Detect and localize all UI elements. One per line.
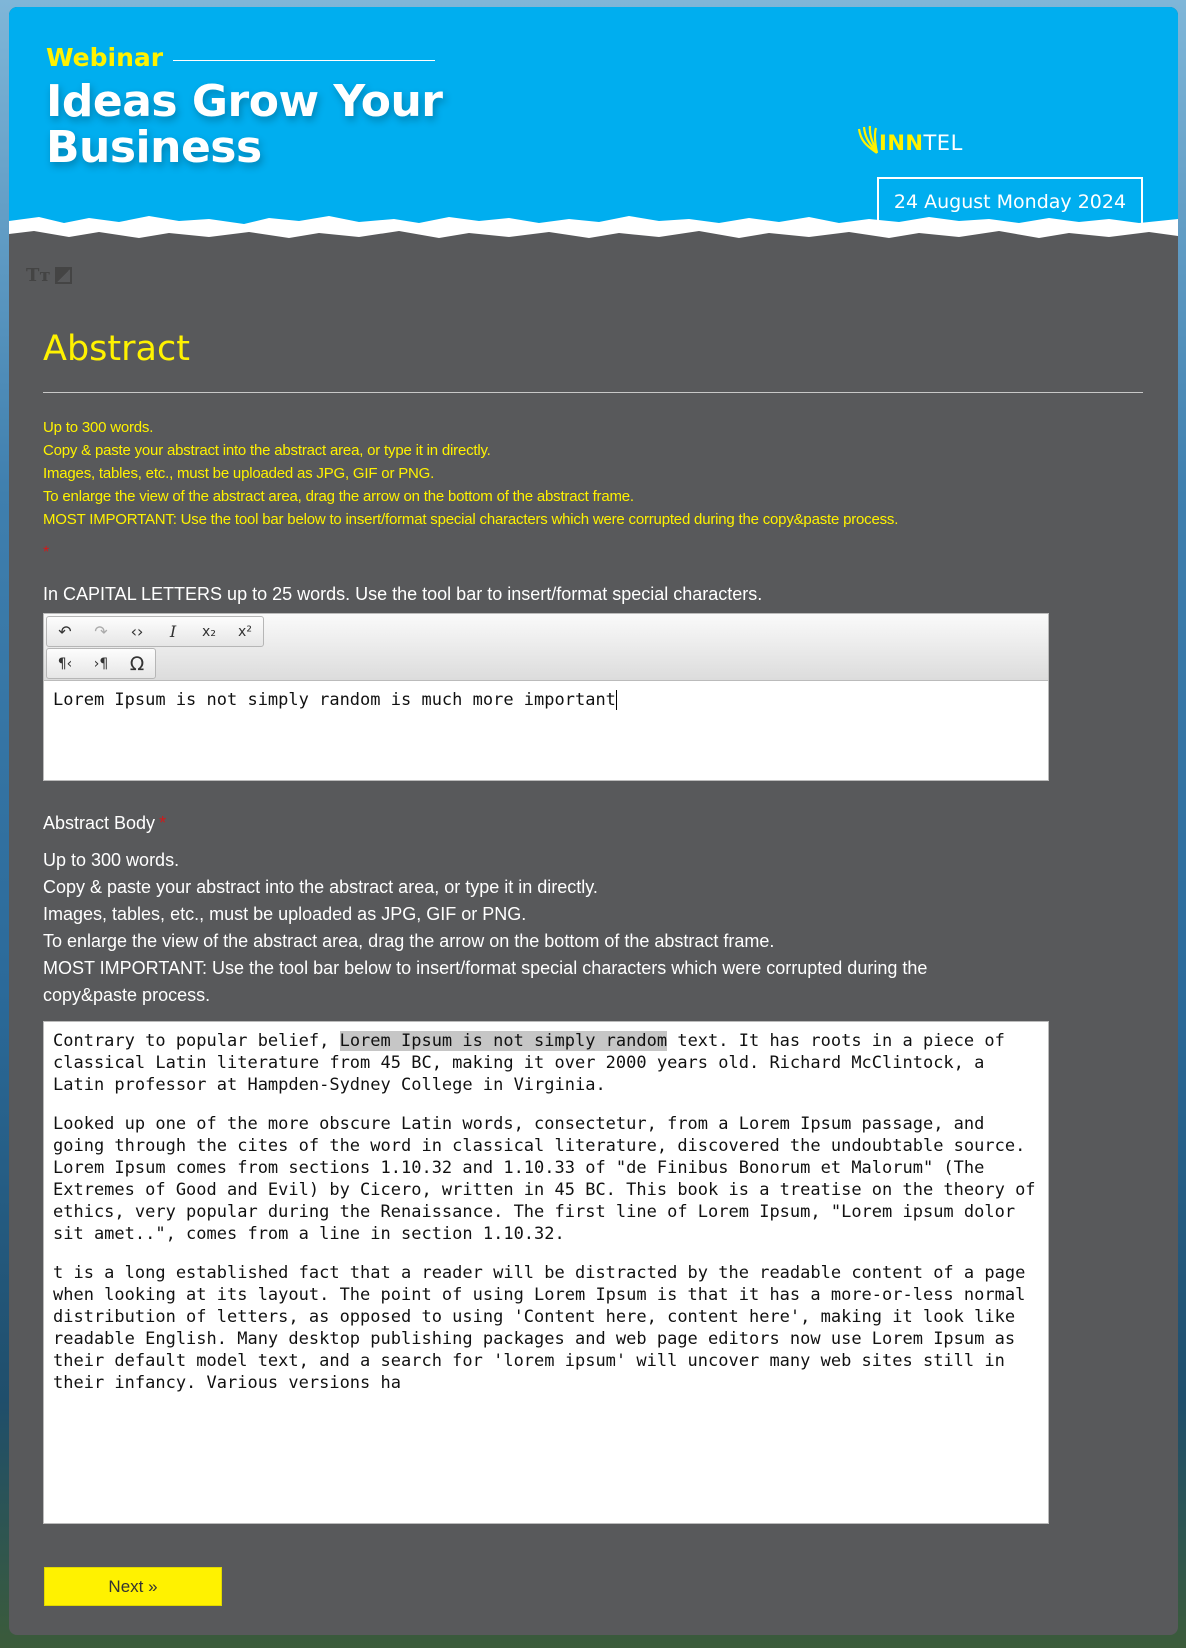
undo-button[interactable]	[47, 617, 83, 646]
body-p1-after: text. It has roots in a piece of classical Latin literature from 45 BC, making it over 2000 years old. Richard McClintock, a Latin professor at Hampden-Sydney College in Virginia.	[53, 1031, 1005, 1095]
instruction-line: Images, tables, etc., must be uploaded as JPG, GIF or PNG.	[43, 904, 527, 924]
body-label-text: Abstract Body	[43, 813, 156, 833]
title-input-value: Lorem Ipsum is not simply random is much more important	[53, 690, 616, 710]
toolbar-group-direction	[46, 648, 156, 679]
form-panel	[9, 7, 1178, 1635]
headline-line-1: Ideas Grow Your	[46, 76, 443, 127]
rtl-button[interactable]	[83, 649, 119, 678]
torn-paper-edge	[9, 207, 1178, 247]
text-size-icon[interactable]: Tт	[26, 265, 51, 286]
instruction-line: Images, tables, etc., must be uploaded as JPG, GIF or PNG.	[43, 465, 435, 482]
required-marker: *	[159, 813, 167, 833]
abstract-body-editor[interactable]	[43, 1021, 1049, 1524]
instruction-line: To enlarge the view of the abstract area, drag the arrow on the bottom of the abstract frame.	[43, 488, 634, 505]
next-button[interactable]: Next »	[44, 1567, 222, 1606]
kicker-row	[46, 43, 435, 72]
wing-icon	[857, 125, 879, 155]
body-field-label	[43, 813, 166, 834]
title-field-help: In CAPITAL LETTERS up to 25 words. Use the tool bar to insert/format special characters.	[43, 584, 763, 604]
instruction-line: Copy & paste your abstract into the abstract area, or type it in directly.	[43, 877, 598, 897]
event-date: 24 August Monday 2024	[877, 177, 1143, 227]
section-divider	[43, 392, 1143, 393]
kicker-text: Webinar	[46, 43, 164, 72]
instruction-line: To enlarge the view of the abstract area, drag the arrow on the bottom of the abstract frame.	[43, 931, 775, 951]
instruction-line: MOST IMPORTANT: Use the tool bar below to insert/format special characters which were corrupted during the copy&paste process.	[43, 958, 928, 1005]
instruction-line: MOST IMPORTANT: Use the tool bar below to insert/format special characters which were corrupted during the copy&paste process.	[43, 511, 899, 528]
undo-icon: ↶	[58, 622, 72, 641]
subscript-button[interactable]	[191, 617, 227, 646]
title-editor	[43, 613, 1049, 781]
subscript-icon: x₂	[202, 623, 216, 640]
instruction-line: Up to 300 words.	[43, 419, 154, 436]
section-title: Abstract	[43, 329, 190, 369]
toolbar-group-edit	[46, 616, 264, 647]
body-paragraph-3: t is a long established fact that a reader will be distracted by the readable content of a page when looking at its layout. The point of using Lorem Ipsum is that it has a more-or-less normal distribution of letters, as opposed to using 'Content here, content here', making it look like readable English. Many desktop publishing packages and web page editors now use Lorem Ipsum as their default model text, and a search for 'lorem ipsum' will uncover many web sites still in their infancy. Various versions ha	[53, 1263, 1026, 1393]
special-char-icon: Ω	[129, 652, 145, 675]
header-banner	[9, 7, 1178, 245]
superscript-button[interactable]	[227, 617, 263, 646]
special-char-button[interactable]	[119, 649, 155, 678]
accessibility-tools	[26, 265, 72, 286]
brand-logo	[857, 125, 963, 155]
redo-button[interactable]	[83, 617, 119, 646]
source-code-button[interactable]	[119, 617, 155, 646]
rtl-icon: ›¶	[93, 655, 109, 672]
ltr-button[interactable]	[47, 649, 83, 678]
instruction-line: Copy & paste your abstract into the abstract area, or type it in directly.	[43, 442, 491, 459]
editor-toolbar	[44, 614, 1048, 681]
code-icon: ‹›	[130, 622, 144, 641]
superscript-icon: x²	[238, 623, 252, 640]
instruction-line: Up to 300 words.	[43, 850, 180, 870]
logo-text-inn: INN	[879, 131, 924, 155]
selected-text: Lorem Ipsum is not simply random	[339, 1031, 668, 1051]
body-p1-before: Contrary to popular belief,	[53, 1031, 340, 1051]
headline-line-2: Business	[46, 122, 262, 173]
ltr-icon: ¶‹	[57, 655, 73, 672]
text-caret	[616, 690, 617, 710]
redo-icon: ↷	[94, 622, 108, 641]
contrast-icon[interactable]	[55, 267, 72, 284]
italic-button[interactable]	[155, 617, 191, 646]
required-marker: *	[43, 544, 50, 561]
title-input[interactable]	[44, 681, 1048, 719]
logo-text-tel: TEL	[923, 131, 963, 155]
section-instructions	[43, 416, 898, 531]
kicker-divider	[173, 60, 435, 61]
body-paragraph-1	[53, 1030, 1039, 1096]
banner-headline	[46, 76, 466, 173]
body-field-instructions	[43, 847, 993, 1009]
italic-icon: I	[169, 622, 177, 641]
body-paragraph-2: Looked up one of the more obscure Latin words, consectetur, from a Lorem Ipsum passage, and going through the cites of the word in classical literature, discovered the undoubtable source. Lorem Ipsum comes from sections 1.10.32 and 1.10.33 of "de Finibus Bonorum et Malorum" (The Extremes of Good and Evil) by Cicero, written in 45 BC. This book is a treatise on the theory of ethics, very popular during the Renaissance. The first line of Lorem Ipsum, "Lorem ipsum dolor sit amet..", comes from a line in section 1.10.32.	[53, 1114, 1036, 1244]
